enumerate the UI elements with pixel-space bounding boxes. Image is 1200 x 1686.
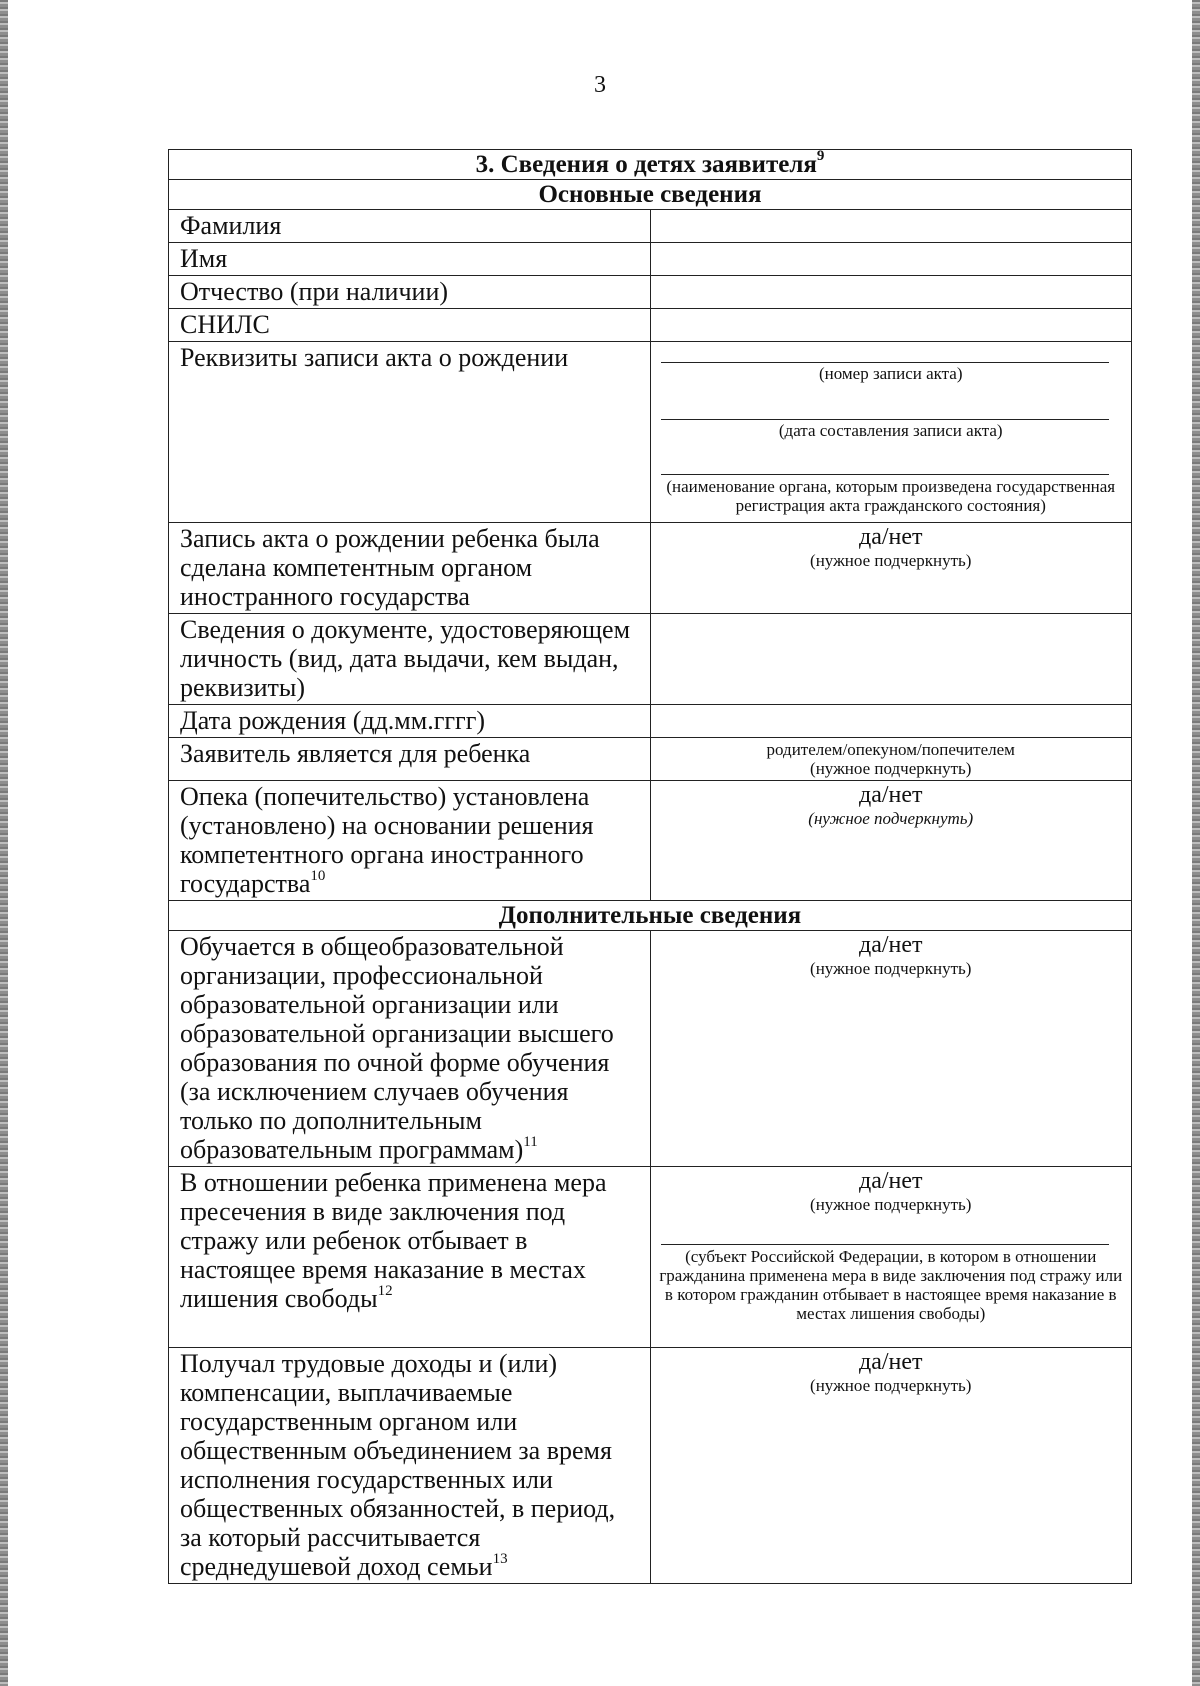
scan-edge-left xyxy=(0,0,8,1686)
yes-no-option[interactable]: да/нет xyxy=(858,1168,923,1194)
footnote-10: 10 xyxy=(310,868,326,884)
underline-hint: (нужное подчеркнуть) xyxy=(810,551,972,570)
footnote-13: 13 xyxy=(492,1551,508,1567)
name-label: Имя xyxy=(169,243,651,276)
education-choice[interactable] xyxy=(650,931,1132,1167)
birth-date-field[interactable] xyxy=(650,705,1132,738)
footnote-11: 11 xyxy=(523,1134,538,1150)
underline-hint: (нужное подчеркнуть) xyxy=(810,1195,972,1214)
record-authority-caption: (наименование органа, которым произведена государственная регистрация акта гражданского состояния) xyxy=(666,477,1116,515)
income-label xyxy=(169,1348,651,1584)
underline-hint: (нужное подчеркнуть) xyxy=(810,959,972,978)
patronymic-field[interactable] xyxy=(650,276,1132,309)
education-label xyxy=(169,931,651,1167)
surname-field[interactable] xyxy=(650,210,1132,243)
surname-label: Фамилия xyxy=(169,210,651,243)
foreign-record-choice[interactable] xyxy=(650,523,1132,614)
children-info-form xyxy=(168,149,1132,1584)
guardianship-text: Опека (попечительство) установлена (установлено) на основании решения компетентного органа иностранного государства xyxy=(180,782,594,898)
region-line[interactable] xyxy=(661,1230,1110,1245)
detention-choice[interactable] xyxy=(650,1167,1132,1348)
income-text: Получал трудовые доходы и (или) компенсации, выплачиваемые государственным органом или общественным объединением за время исполнения государственных или общественных обязанностей, в период, за который рассчитывается среднедушевой доход семьи xyxy=(180,1349,616,1581)
region-caption: (субъект Российской Федерации, в котором в отношении гражданина применена мера в виде заключения под стражу или в котором гражданин отбывает в настоящее время наказание в местах лишения свободы) xyxy=(659,1247,1123,1323)
patronymic-label: Отчество (при наличии) xyxy=(169,276,651,309)
basic-info-header: Основные сведения xyxy=(169,180,1132,210)
guardianship-label xyxy=(169,781,651,901)
snils-field[interactable] xyxy=(650,309,1132,342)
yes-no-option[interactable]: да/нет xyxy=(858,932,923,958)
section-title-text: 3. Сведения о детях заявителя xyxy=(475,151,817,178)
education-text: Обучается в общеобразовательной организации, профессиональной образовательной организации или образовательной организации высшего образования по очной форме обучения (за исключением случаев обучения только по дополнительным образовательным программам) xyxy=(180,932,614,1164)
role-options[interactable]: родителем/опекуном/попечителем xyxy=(766,740,1015,759)
snils-label: СНИЛС xyxy=(169,309,651,342)
record-authority-line[interactable] xyxy=(661,454,1110,475)
applicant-role-choice[interactable] xyxy=(650,738,1132,781)
detention-text: В отношении ребенка применена мера пресечения в виде заключения под стражу или ребенок отбывает в настоящее время наказание в местах лишения свободы xyxy=(180,1168,607,1313)
guardianship-choice[interactable] xyxy=(650,781,1132,901)
additional-info-header: Дополнительные сведения xyxy=(169,901,1132,931)
id-document-field[interactable] xyxy=(650,614,1132,705)
name-field[interactable] xyxy=(650,243,1132,276)
record-date-line[interactable] xyxy=(661,399,1110,420)
section-title xyxy=(169,150,1132,180)
scan-edge-right xyxy=(1192,0,1200,1686)
underline-hint: (нужное подчеркнуть) xyxy=(810,759,972,778)
foreign-record-label: Запись акта о рождении ребенка была сделана компетентным органом иностранного государства xyxy=(169,523,651,614)
underline-hint: (нужное подчеркнуть) xyxy=(810,1376,972,1395)
detention-label xyxy=(169,1167,651,1348)
birth-record-label: Реквизиты записи акта о рождении xyxy=(169,342,651,523)
record-number-line[interactable] xyxy=(661,342,1110,363)
yes-no-option[interactable]: да/нет xyxy=(858,524,923,550)
page-number: 3 xyxy=(594,72,606,98)
footnote-9: 9 xyxy=(816,148,825,164)
record-number-caption: (номер записи акта) xyxy=(818,364,963,383)
id-document-label: Сведения о документе, удостоверяющем личность (вид, дата выдачи, кем выдан, реквизиты) xyxy=(169,614,651,705)
birth-date-label: Дата рождения (дд.мм.гггг) xyxy=(169,705,651,738)
income-choice[interactable] xyxy=(650,1348,1132,1584)
underline-hint: (нужное подчеркнуть) xyxy=(808,809,974,828)
yes-no-option[interactable]: да/нет xyxy=(858,1349,923,1375)
birth-record-fields xyxy=(650,342,1132,523)
record-date-caption: (дата составления записи акта) xyxy=(778,421,1003,440)
footnote-12: 12 xyxy=(377,1283,393,1299)
applicant-role-label: Заявитель является для ребенка xyxy=(169,738,651,781)
yes-no-option[interactable]: да/нет xyxy=(858,782,923,808)
